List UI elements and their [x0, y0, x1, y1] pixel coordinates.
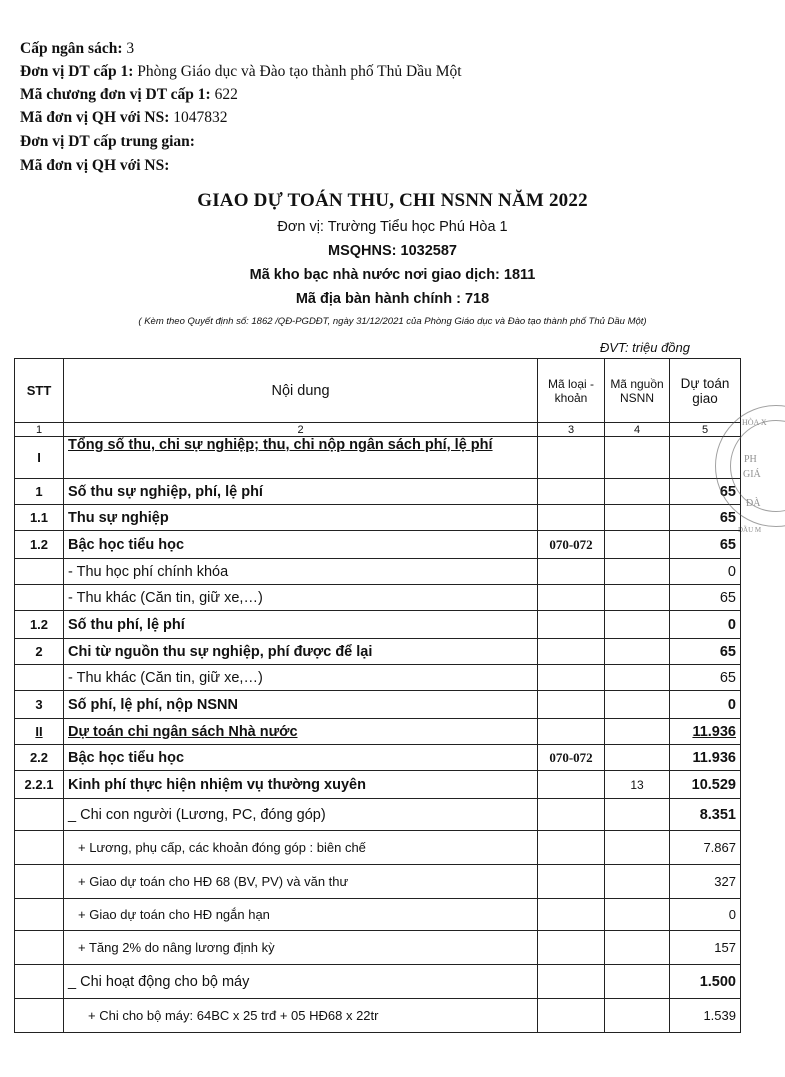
- document-title: GIAO DỰ TOÁN THU, CHI NSNN NĂM 2022: [197, 190, 588, 211]
- cell-source: [605, 965, 670, 999]
- header-noi-dung: Nội dung: [64, 359, 538, 423]
- cell-value: 11.936: [670, 745, 741, 771]
- seal-text: HÒA X: [742, 418, 767, 427]
- header-cap-ngan-sach: [20, 40, 134, 58]
- cell-stt: [15, 831, 64, 865]
- cell-source: [605, 799, 670, 831]
- table-row: [15, 745, 741, 771]
- label: Đơn vị DT cấp trung gian:: [20, 133, 195, 150]
- cell-content: Bậc học tiểu học: [64, 745, 538, 771]
- cell-value: 0: [670, 611, 741, 639]
- table-row: [15, 931, 741, 965]
- subtitle-ma-kho-bac: Mã kho bạc nhà nước nơi giao dịch: 1811: [249, 267, 536, 283]
- cell-value: 65: [670, 505, 741, 531]
- cell-stt: 1: [15, 479, 64, 505]
- cell-code: [538, 899, 605, 931]
- cell-source: [605, 831, 670, 865]
- cell-content: Bậc học tiểu học: [64, 531, 538, 559]
- cell-source: [605, 665, 670, 691]
- cell-source: [605, 719, 670, 745]
- cell-code: [538, 771, 605, 799]
- label: Mã đơn vị QH với NS:: [20, 109, 170, 126]
- table-row: [15, 559, 741, 585]
- cell-content: Thu sự nghiệp: [64, 505, 538, 531]
- cell-stt: 2.2: [15, 745, 64, 771]
- cell-content: _ Chi hoạt động cho bộ máy: [64, 965, 538, 999]
- cell-value: 327: [670, 865, 741, 899]
- table-row: [15, 479, 741, 505]
- cell-stt: [15, 585, 64, 611]
- cell-value: 0: [670, 691, 741, 719]
- cell-code: [538, 639, 605, 665]
- cell-content: _ Chi con người (Lương, PC, đóng góp): [64, 799, 538, 831]
- table-row: [15, 505, 741, 531]
- cell-source: [605, 745, 670, 771]
- cell-source: [605, 531, 670, 559]
- table-row: [15, 771, 741, 799]
- cell-value: 157: [670, 931, 741, 965]
- colnum: 3: [538, 423, 605, 437]
- cell-code: [538, 691, 605, 719]
- table-row: [15, 831, 741, 865]
- cell-value: 65: [670, 665, 741, 691]
- cell-value: 65: [670, 479, 741, 505]
- cell-content: Số thu sự nghiệp, phí, lệ phí: [64, 479, 538, 505]
- cell-stt: [15, 799, 64, 831]
- header-ma-chuong: [20, 86, 238, 104]
- cell-source: [605, 999, 670, 1033]
- cell-stt: [15, 559, 64, 585]
- cell-content: + Giao dự toán cho HĐ ngắn hạn: [64, 899, 538, 931]
- cell-stt: I: [15, 437, 64, 479]
- cell-content: Dự toán chi ngân sách Nhà nước: [64, 719, 538, 745]
- seal-text: PH: [744, 454, 757, 465]
- label: Cấp ngân sách:: [20, 40, 123, 57]
- cell-value: 65: [670, 639, 741, 665]
- cell-value: 10.529: [670, 771, 741, 799]
- table-row: [15, 437, 741, 479]
- cell-value: 8.351: [670, 799, 741, 831]
- cell-source: [605, 899, 670, 931]
- cell-stt: 1.1: [15, 505, 64, 531]
- cell-source: [605, 611, 670, 639]
- cell-stt: 1.2: [15, 611, 64, 639]
- table-colnum-row: [15, 423, 741, 437]
- table-row: [15, 999, 741, 1033]
- subtitle-don-vi: Đơn vị: Trường Tiểu học Phú Hòa 1: [277, 219, 508, 235]
- subtitle-ma-dia-ban: Mã địa bàn hành chính : 718: [295, 291, 490, 307]
- table-row: [15, 965, 741, 999]
- header-ma-loai-khoan: [538, 359, 605, 423]
- cell-stt: [15, 999, 64, 1033]
- cell-value: 11.936: [670, 719, 741, 745]
- table-header-row: [15, 359, 741, 423]
- subtitle-msqhns: MSQHNS: 1032587: [328, 243, 457, 259]
- cell-source: [605, 559, 670, 585]
- header-ma-don-vi-qh: [20, 109, 228, 127]
- header-ma-nguon: [605, 359, 670, 423]
- cell-content: - Thu học phí chính khóa: [64, 559, 538, 585]
- cell-stt: [15, 899, 64, 931]
- cell-code: [538, 479, 605, 505]
- cell-stt: [15, 865, 64, 899]
- unit-label: ĐVT: triệu đồng: [599, 340, 690, 355]
- value: 1047832: [173, 109, 228, 126]
- seal-text: ĐÀ: [746, 498, 761, 509]
- cell-code: [538, 799, 605, 831]
- label: Đơn vị DT cấp 1:: [20, 63, 134, 80]
- cell-content: + Giao dự toán cho HĐ 68 (BV, PV) và văn thư: [64, 865, 538, 899]
- header-stt: STT: [15, 359, 64, 423]
- cell-code: [538, 931, 605, 965]
- value: Phòng Giáo dục và Đào tạo thành phố Thủ Dầu Một: [137, 63, 462, 80]
- cell-stt: [15, 665, 64, 691]
- colnum: 1: [15, 423, 64, 437]
- table-row: [15, 585, 741, 611]
- table-row: [15, 865, 741, 899]
- budget-table: [14, 358, 741, 1033]
- cell-code: [538, 965, 605, 999]
- cell-content: Kinh phí thực hiện nhiệm vụ thường xuyên: [64, 771, 538, 799]
- header-don-vi-dt-cap1: [20, 63, 462, 81]
- label: Mã chương đơn vị DT cấp 1:: [20, 86, 211, 103]
- cell-value: 1.539: [670, 999, 741, 1033]
- seal-text: DẦU M: [738, 526, 762, 534]
- cell-code: 070-072: [538, 745, 605, 771]
- cell-code: 070-072: [538, 531, 605, 559]
- cell-content: Số phí, lệ phí, nộp NSNN: [64, 691, 538, 719]
- cell-code: [538, 999, 605, 1033]
- cell-stt: 2: [15, 639, 64, 665]
- cell-stt: 3: [15, 691, 64, 719]
- decision-note: ( Kèm theo Quyết định số: 1862 /QĐ-PGDĐT, ngày 31/12/2021 của Phòng Giáo dục và Đào tạo thành phố Thủ Dầu Một): [138, 316, 647, 327]
- cell-content: + Tăng 2% do nâng lương định kỳ: [64, 931, 538, 965]
- cell-code: [538, 719, 605, 745]
- cell-source: [605, 931, 670, 965]
- cell-stt: [15, 931, 64, 965]
- table-row: [15, 531, 741, 559]
- cell-content: + Lương, phụ cấp, các khoản đóng góp : biên chế: [64, 831, 538, 865]
- cell-source: [605, 691, 670, 719]
- value: 3: [126, 40, 135, 57]
- header-don-vi-trung-gian: [20, 133, 195, 151]
- colnum: 5: [670, 423, 741, 437]
- cell-value: 7.867: [670, 831, 741, 865]
- cell-source: [605, 505, 670, 531]
- table-row: [15, 639, 741, 665]
- cell-code: [538, 611, 605, 639]
- cell-source: 13: [605, 771, 670, 799]
- cell-content: - Thu khác (Căn tin, giữ xe,…): [64, 585, 538, 611]
- cell-source: [605, 437, 670, 479]
- cell-stt: 2.2.1: [15, 771, 64, 799]
- cell-value: 0: [670, 899, 741, 931]
- cell-value: 65: [670, 531, 741, 559]
- table-row: [15, 665, 741, 691]
- table-row: [15, 899, 741, 931]
- value: 622: [214, 86, 238, 103]
- cell-stt: [15, 965, 64, 999]
- cell-code: [538, 831, 605, 865]
- cell-code: [538, 665, 605, 691]
- cell-content: + Chi cho bộ máy: 64BC x 25 trđ + 05 HĐ68 x 22tr: [64, 999, 538, 1033]
- cell-value: 0: [670, 559, 741, 585]
- label: Mã đơn vị QH với NS:: [20, 157, 170, 174]
- header-du-toan-giao: Dự toán giao: [670, 359, 741, 423]
- cell-stt: II: [15, 719, 64, 745]
- cell-content: Tổng số thu, chi sự nghiệp; thu, chi nộp ngân sách phí, lệ phí: [64, 437, 538, 479]
- header-ma-loai-khoan-text: Mã loại - khoản: [547, 376, 594, 405]
- header-ma-nguon-text: Mã nguồn NSNN: [610, 376, 664, 405]
- cell-content: Chi từ nguồn thu sự nghiệp, phí được để lại: [64, 639, 538, 665]
- cell-code: [538, 559, 605, 585]
- cell-code: [538, 505, 605, 531]
- table-row: [15, 799, 741, 831]
- cell-stt: 1.2: [15, 531, 64, 559]
- cell-source: [605, 639, 670, 665]
- colnum: 2: [64, 423, 538, 437]
- cell-code: [538, 865, 605, 899]
- cell-code: [538, 585, 605, 611]
- table-row: [15, 691, 741, 719]
- cell-source: [605, 585, 670, 611]
- cell-value: 1.500: [670, 965, 741, 999]
- cell-value: 65: [670, 585, 741, 611]
- cell-source: [605, 865, 670, 899]
- colnum: 4: [605, 423, 670, 437]
- table-row: [15, 611, 741, 639]
- seal-text: GIÁ: [743, 469, 761, 480]
- cell-content: - Thu khác (Căn tin, giữ xe,…): [64, 665, 538, 691]
- cell-source: [605, 479, 670, 505]
- cell-content: Số thu phí, lệ phí: [64, 611, 538, 639]
- table-row: [15, 719, 741, 745]
- cell-code: [538, 437, 605, 479]
- header-ma-don-vi-qh-2: [20, 157, 169, 175]
